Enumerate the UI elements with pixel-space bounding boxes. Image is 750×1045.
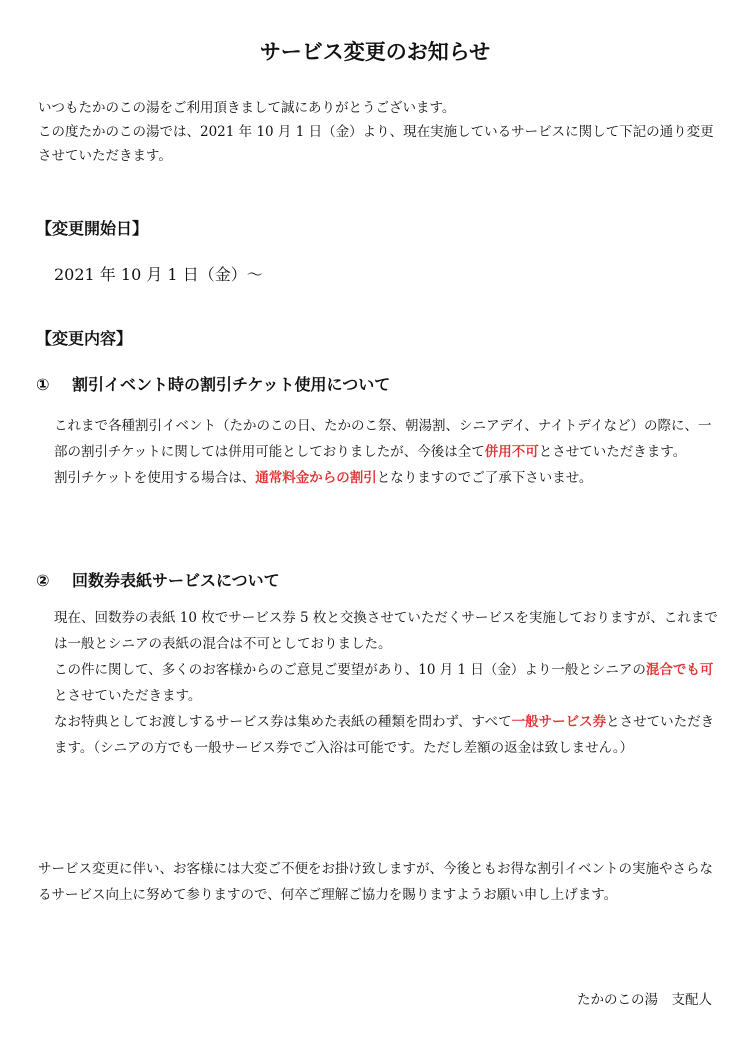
item-1-paragraph-2 <box>54 465 722 491</box>
item-2-paragraph-1: 現在、回数券の表紙 10 枚でサービス券 5 枚と交換させていただくサービスを実施しておりますが、これまでは一般とシニアの表紙の混合は不可としておりました。 <box>54 610 718 652</box>
item-1-number: ① <box>36 375 50 394</box>
item-2-p2-text-end: とさせていただきます。 <box>54 688 202 704</box>
item-1-p2-text: 割引チケットを使用する場合は、 <box>54 470 256 486</box>
item-1-p1-highlight: 併用不可 <box>484 444 539 460</box>
intro-text <box>38 96 718 168</box>
item-1-title: 割引イベント時の割引チケット使用について <box>72 375 391 394</box>
item-2-title: 回数券表紙サービスについて <box>72 571 280 590</box>
item-1-p1-text: これまで各種割引イベント（たかのこの日、たかのこ祭、朝湯割、シニアデイ、ナイトデイなど）の際に、一部の割引チケットに関しては併用可能としておりましたが、今後は全て <box>54 418 712 460</box>
change-content-heading: 【変更内容】 <box>36 329 133 348</box>
start-date-heading: 【変更開始日】 <box>36 219 149 238</box>
item-2-number: ② <box>36 571 50 590</box>
intro-line-2: この度たかのこの湯では、2021 年 10 月 1 日（金）より、現在実施しているサービスに関して下記の通り変更させていただきます。 <box>38 124 714 164</box>
intro-line-1: いつもたかのこの湯をご利用頂きまして誠にありがとうございます。 <box>38 100 456 116</box>
item-1-heading <box>36 372 390 395</box>
start-date: 2021 年 10 月 1 日（金）〜 <box>54 265 263 284</box>
item-1-body <box>54 413 722 491</box>
item-2-p3-text-end: とさせていただきます。（シニアの方でも一般サービス券でご入浴は可能です。ただし差額の返金は致しません。） <box>54 714 715 756</box>
item-2-paragraph-2 <box>54 657 722 709</box>
closing-text <box>38 856 718 908</box>
item-1-p1-text-end: とさせていただきます。 <box>538 444 687 460</box>
item-1-paragraph-1 <box>54 413 722 465</box>
item-2-p2-text: この件に関して、多くのお客様からのご意見ご要望があり、10 月 1 日（金）より一般とシニアの <box>54 662 646 678</box>
item-2-paragraph-3 <box>54 709 722 761</box>
item-1-p2-highlight: 通常料金からの割引 <box>255 470 377 486</box>
item-2-heading <box>36 568 280 591</box>
item-2-p2-highlight: 混合でも可 <box>645 662 714 678</box>
item-1-p2-text-end: となりますのでご了承下さいませ。 <box>376 470 593 486</box>
closing-paragraph: サービス変更に伴い、お客様には大変ご不便をお掛け致しますが、今後ともお得な割引イベントの実施やさらなるサービス向上に努めて参りますので、何卒ご理解ご協力を賜りますようお願い申し上げます。 <box>38 861 713 903</box>
item-2-p3-highlight: 一般サービス券 <box>511 714 607 730</box>
page-title: サービス変更のお知らせ <box>259 40 491 64</box>
item-2-p3-text: なお特典としてお渡しするサービス券は集めた表紙の種類を問わず、すべて <box>54 714 512 730</box>
signature: たかのこの湯 支配人 <box>577 992 712 1008</box>
item-2-body <box>54 605 722 761</box>
